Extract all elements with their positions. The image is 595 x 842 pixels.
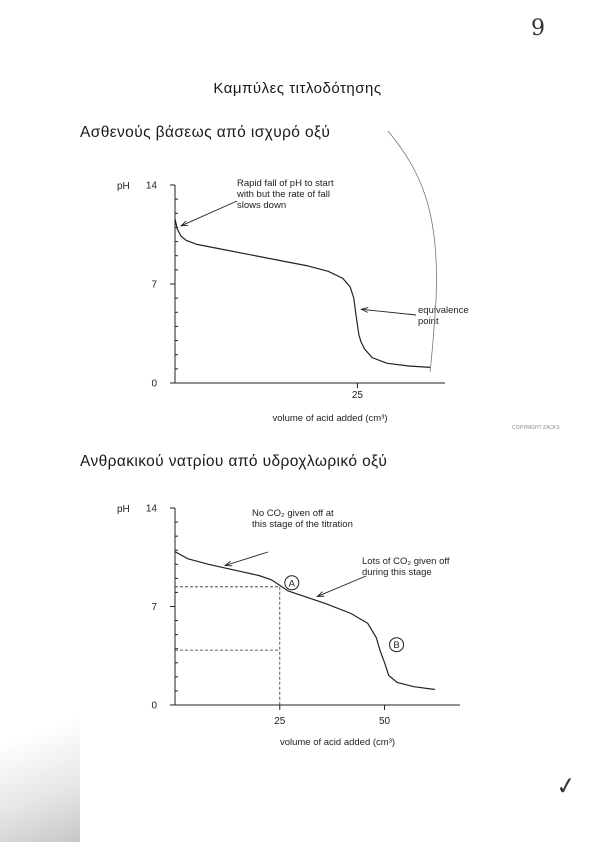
chart1-y-axis-label: pH	[117, 181, 130, 192]
chart2-x-axis-label: volume of acid added (cm³)	[279, 737, 396, 748]
chart2-x-tick-label: 25	[274, 716, 286, 727]
chart1-annotation-text: slows down	[237, 200, 287, 211]
chart1-annotation-text: Rapid fall of pH to start	[237, 178, 334, 189]
chart2-x-tick-label: 50	[378, 716, 391, 727]
chart1-x-tick-label: 25	[351, 390, 363, 401]
chart1-y-tick-label: 0	[151, 378, 157, 390]
chart2-point-label: A	[288, 578, 295, 590]
chart1-annotation-text: point	[418, 316, 439, 327]
chart1-x-axis-label: volume of acid added (cm³)	[272, 413, 388, 424]
page-title: Καμπύλες τιτλοδότησης	[213, 80, 382, 97]
chart2-y-axis-label: pH	[117, 504, 130, 515]
chart2-annotation-text: No CO₂ given off at	[252, 508, 334, 519]
chart2-title: Ανθρακικού νατρίου από υδροχλωρικό οξύ	[80, 453, 388, 470]
chart2-annotation-text: this stage of the titration	[252, 519, 353, 530]
chart1-annotation-arrow	[361, 309, 416, 315]
chart2-annotation-text: during this stage	[362, 567, 432, 578]
chart1-series-line	[175, 219, 430, 368]
page-number: 9	[531, 16, 545, 41]
chart1-y-tick-label: 7	[151, 279, 157, 291]
chart2-y-tick-label: 0	[151, 700, 157, 712]
chart1-annotation-text: with but the rate of fall	[237, 189, 330, 200]
chart2-y-tick-label: 7	[151, 602, 157, 613]
copyright-mark: COPYRIGHT ZACKS	[512, 425, 560, 431]
chart1-y-tick-label: 14	[145, 180, 157, 192]
checkmark-icon: ✓	[554, 770, 578, 802]
chart2-point-label: B	[393, 640, 400, 652]
chart1-title: Ασθενούς βάσεως από ισχυρό οξύ	[80, 124, 331, 141]
chart2-annotation-arrow	[317, 576, 366, 596]
chart1-annotation-arrow	[181, 201, 237, 226]
chart2-annotation-arrow	[225, 552, 268, 566]
chart1-annotation-text: equivalence	[418, 305, 469, 316]
chart2-annotation-text: Lots of CO₂ given off	[362, 556, 450, 567]
chart2-y-tick-label: 14	[145, 503, 157, 515]
handwritten-stroke	[388, 131, 437, 372]
